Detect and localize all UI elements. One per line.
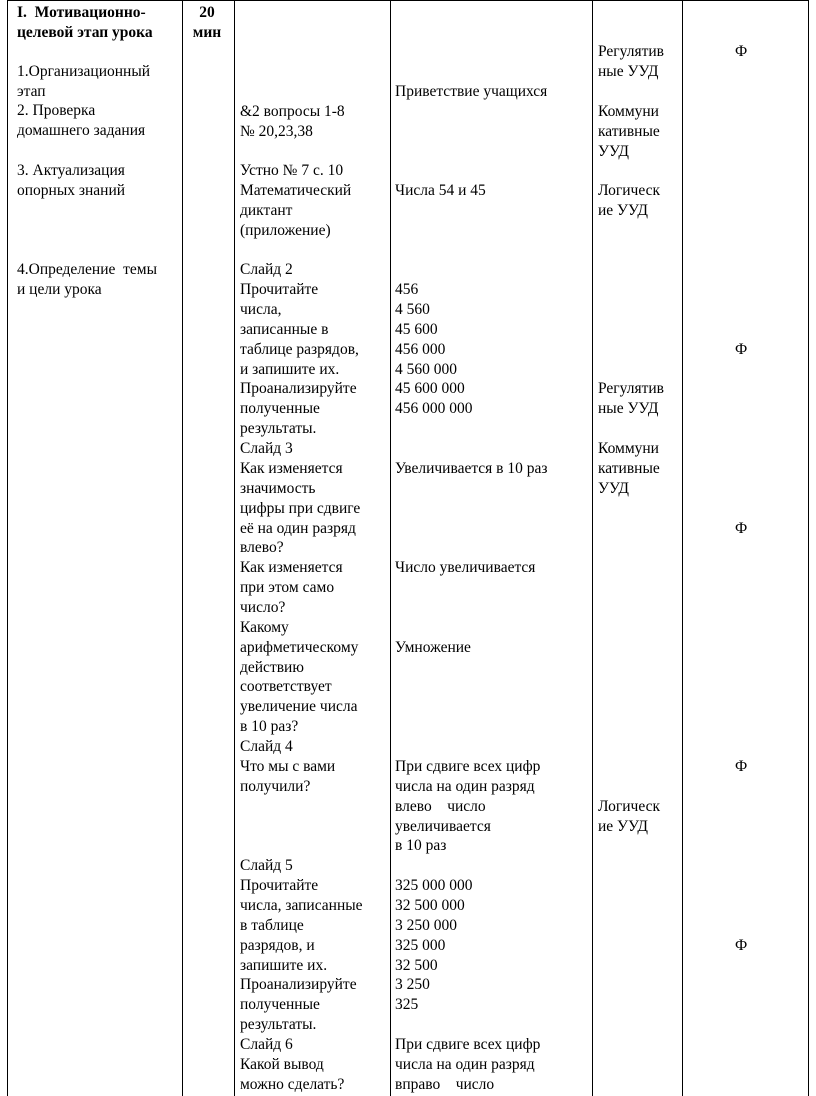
stage-heading: целевой этап урока <box>17 24 153 41</box>
stage-item: 1.Организационный <box>17 63 151 80</box>
student-line: Приветствие учащихся <box>395 83 548 100</box>
student-line: 4 560 <box>395 301 430 318</box>
student-line: 325 000 <box>395 937 446 954</box>
teacher-line: запишите их. <box>240 957 328 974</box>
student-line: 45 600 <box>395 321 438 338</box>
student-line: При сдвиге всех цифр <box>395 1036 541 1053</box>
teacher-line: получили? <box>240 778 311 795</box>
teacher-line: Прочитайте <box>240 877 319 894</box>
student-line: 32 500 <box>395 957 438 974</box>
teacher-line: диктант <box>240 202 293 219</box>
teacher-line: Проанализируйте <box>240 976 357 993</box>
teacher-line: записанные в <box>240 321 329 338</box>
student-line: вправо число <box>395 1076 495 1093</box>
teacher-line: разрядов, и <box>240 937 315 954</box>
teacher-line: действию <box>240 659 304 676</box>
teacher-line: числа, <box>240 301 282 318</box>
column-divider <box>682 1 683 1096</box>
student-line: Увеличивается в 10 раз <box>395 460 548 477</box>
stage-item: и цели урока <box>17 281 102 298</box>
teacher-line: при этом само <box>240 579 335 596</box>
stage-item: 3. Актуализация <box>17 162 125 179</box>
teacher-line: результаты. <box>240 420 317 437</box>
stage-item: 2. Проверка <box>17 102 96 119</box>
column-divider <box>390 1 391 1096</box>
teacher-line: Какому <box>240 619 289 636</box>
teacher-line: результаты. <box>240 1016 317 1033</box>
student-line: 325 000 000 <box>395 877 473 894</box>
student-line: 456 000 <box>395 341 446 358</box>
teacher-line: её на один разряд <box>240 520 356 537</box>
column-divider <box>592 1 593 1096</box>
uud-line: УУД <box>598 143 629 160</box>
uud-line: Коммуни <box>598 103 659 120</box>
teacher-line: значимость <box>240 480 316 497</box>
uud-line: Регулятив <box>598 43 664 60</box>
teacher-line: Слайд 3 <box>240 440 293 457</box>
teacher-line: влево? <box>240 539 284 556</box>
student-line: Число увеличивается <box>395 559 536 576</box>
teacher-line: числа, записанные <box>240 897 363 914</box>
stage-heading: I. Мотивационно- <box>17 4 146 21</box>
form-mark: Ф <box>735 341 748 358</box>
uud-line: кативные <box>598 123 660 140</box>
student-line: увеличивается <box>395 818 491 835</box>
teacher-line: в таблице <box>240 917 304 934</box>
uud-line: УУД <box>598 480 629 497</box>
student-line: Умножение <box>395 639 471 656</box>
uud-line: ие УУД <box>598 202 649 219</box>
uud-line: Коммуни <box>598 440 659 457</box>
form-mark: Ф <box>735 758 748 775</box>
time-unit: мин <box>192 24 222 41</box>
teacher-line: Как изменяется <box>240 559 343 576</box>
teacher-line: увеличение числа <box>240 698 358 715</box>
stage-item: этап <box>17 83 46 100</box>
form-mark: Ф <box>735 937 748 954</box>
teacher-line: Что мы с вами <box>240 758 336 775</box>
teacher-line: в 10 раз? <box>240 718 299 735</box>
teacher-line: Слайд 2 <box>240 261 293 278</box>
uud-line: ные УУД <box>598 400 659 417</box>
teacher-line: полученные <box>240 400 320 417</box>
student-line: 3 250 <box>395 976 430 993</box>
student-line: 456 <box>395 281 419 298</box>
uud-line: ные УУД <box>598 63 659 80</box>
teacher-line: можно сделать? <box>240 1076 345 1093</box>
student-line: 32 500 000 <box>395 897 465 914</box>
student-line: 45 600 000 <box>395 380 465 397</box>
student-line: Числа 54 и 45 <box>395 182 486 199</box>
student-line: в 10 раз <box>395 837 447 854</box>
teacher-line: таблице разрядов, <box>240 341 359 358</box>
teacher-line: цифры при сдвиге <box>240 500 361 517</box>
uud-line: Логическ <box>598 182 660 199</box>
student-line: 456 000 000 <box>395 400 473 417</box>
teacher-line: число? <box>240 599 286 616</box>
teacher-line: Какой вывод <box>240 1056 324 1073</box>
form-mark: Ф <box>735 520 748 537</box>
teacher-line: Слайд 5 <box>240 857 293 874</box>
teacher-line: Проанализируйте <box>240 380 357 397</box>
uud-line: Регулятив <box>598 380 664 397</box>
student-line: числа на один разряд <box>395 1056 535 1073</box>
teacher-line: Прочитайте <box>240 281 319 298</box>
column-divider <box>234 1 235 1096</box>
time-value: 20 <box>199 4 215 21</box>
teacher-line: Слайд 6 <box>240 1036 293 1053</box>
student-line: 3 250 000 <box>395 917 457 934</box>
uud-line: ие УУД <box>598 818 649 835</box>
teacher-line: полученные <box>240 996 320 1013</box>
student-line: 325 <box>395 996 419 1013</box>
teacher-line: Устно № 7 с. 10 <box>240 162 344 179</box>
uud-line: Логическ <box>598 798 660 815</box>
column-divider <box>182 1 183 1096</box>
form-mark: Ф <box>735 43 748 60</box>
stage-item: 4.Определение темы <box>17 261 158 278</box>
student-line: числа на один разряд <box>395 778 535 795</box>
student-line: 4 560 000 <box>395 361 457 378</box>
teacher-line: соответствует <box>240 678 332 695</box>
stage-item: опорных знаний <box>17 182 126 199</box>
student-line: влево число <box>395 798 486 815</box>
teacher-line: Как изменяется <box>240 460 343 477</box>
student-line: При сдвиге всех цифр <box>395 758 541 775</box>
teacher-line: Слайд 4 <box>240 738 293 755</box>
teacher-line: № 20,23,38 <box>240 123 313 140</box>
uud-line: кативные <box>598 460 660 477</box>
teacher-line: и запишите их. <box>240 361 340 378</box>
teacher-line: Математический <box>240 182 352 199</box>
teacher-line: (приложение) <box>240 222 331 239</box>
teacher-line: &2 вопросы 1-8 <box>240 103 345 120</box>
teacher-line: арифметическому <box>240 639 359 656</box>
stage-item: домашнего задания <box>17 122 146 139</box>
